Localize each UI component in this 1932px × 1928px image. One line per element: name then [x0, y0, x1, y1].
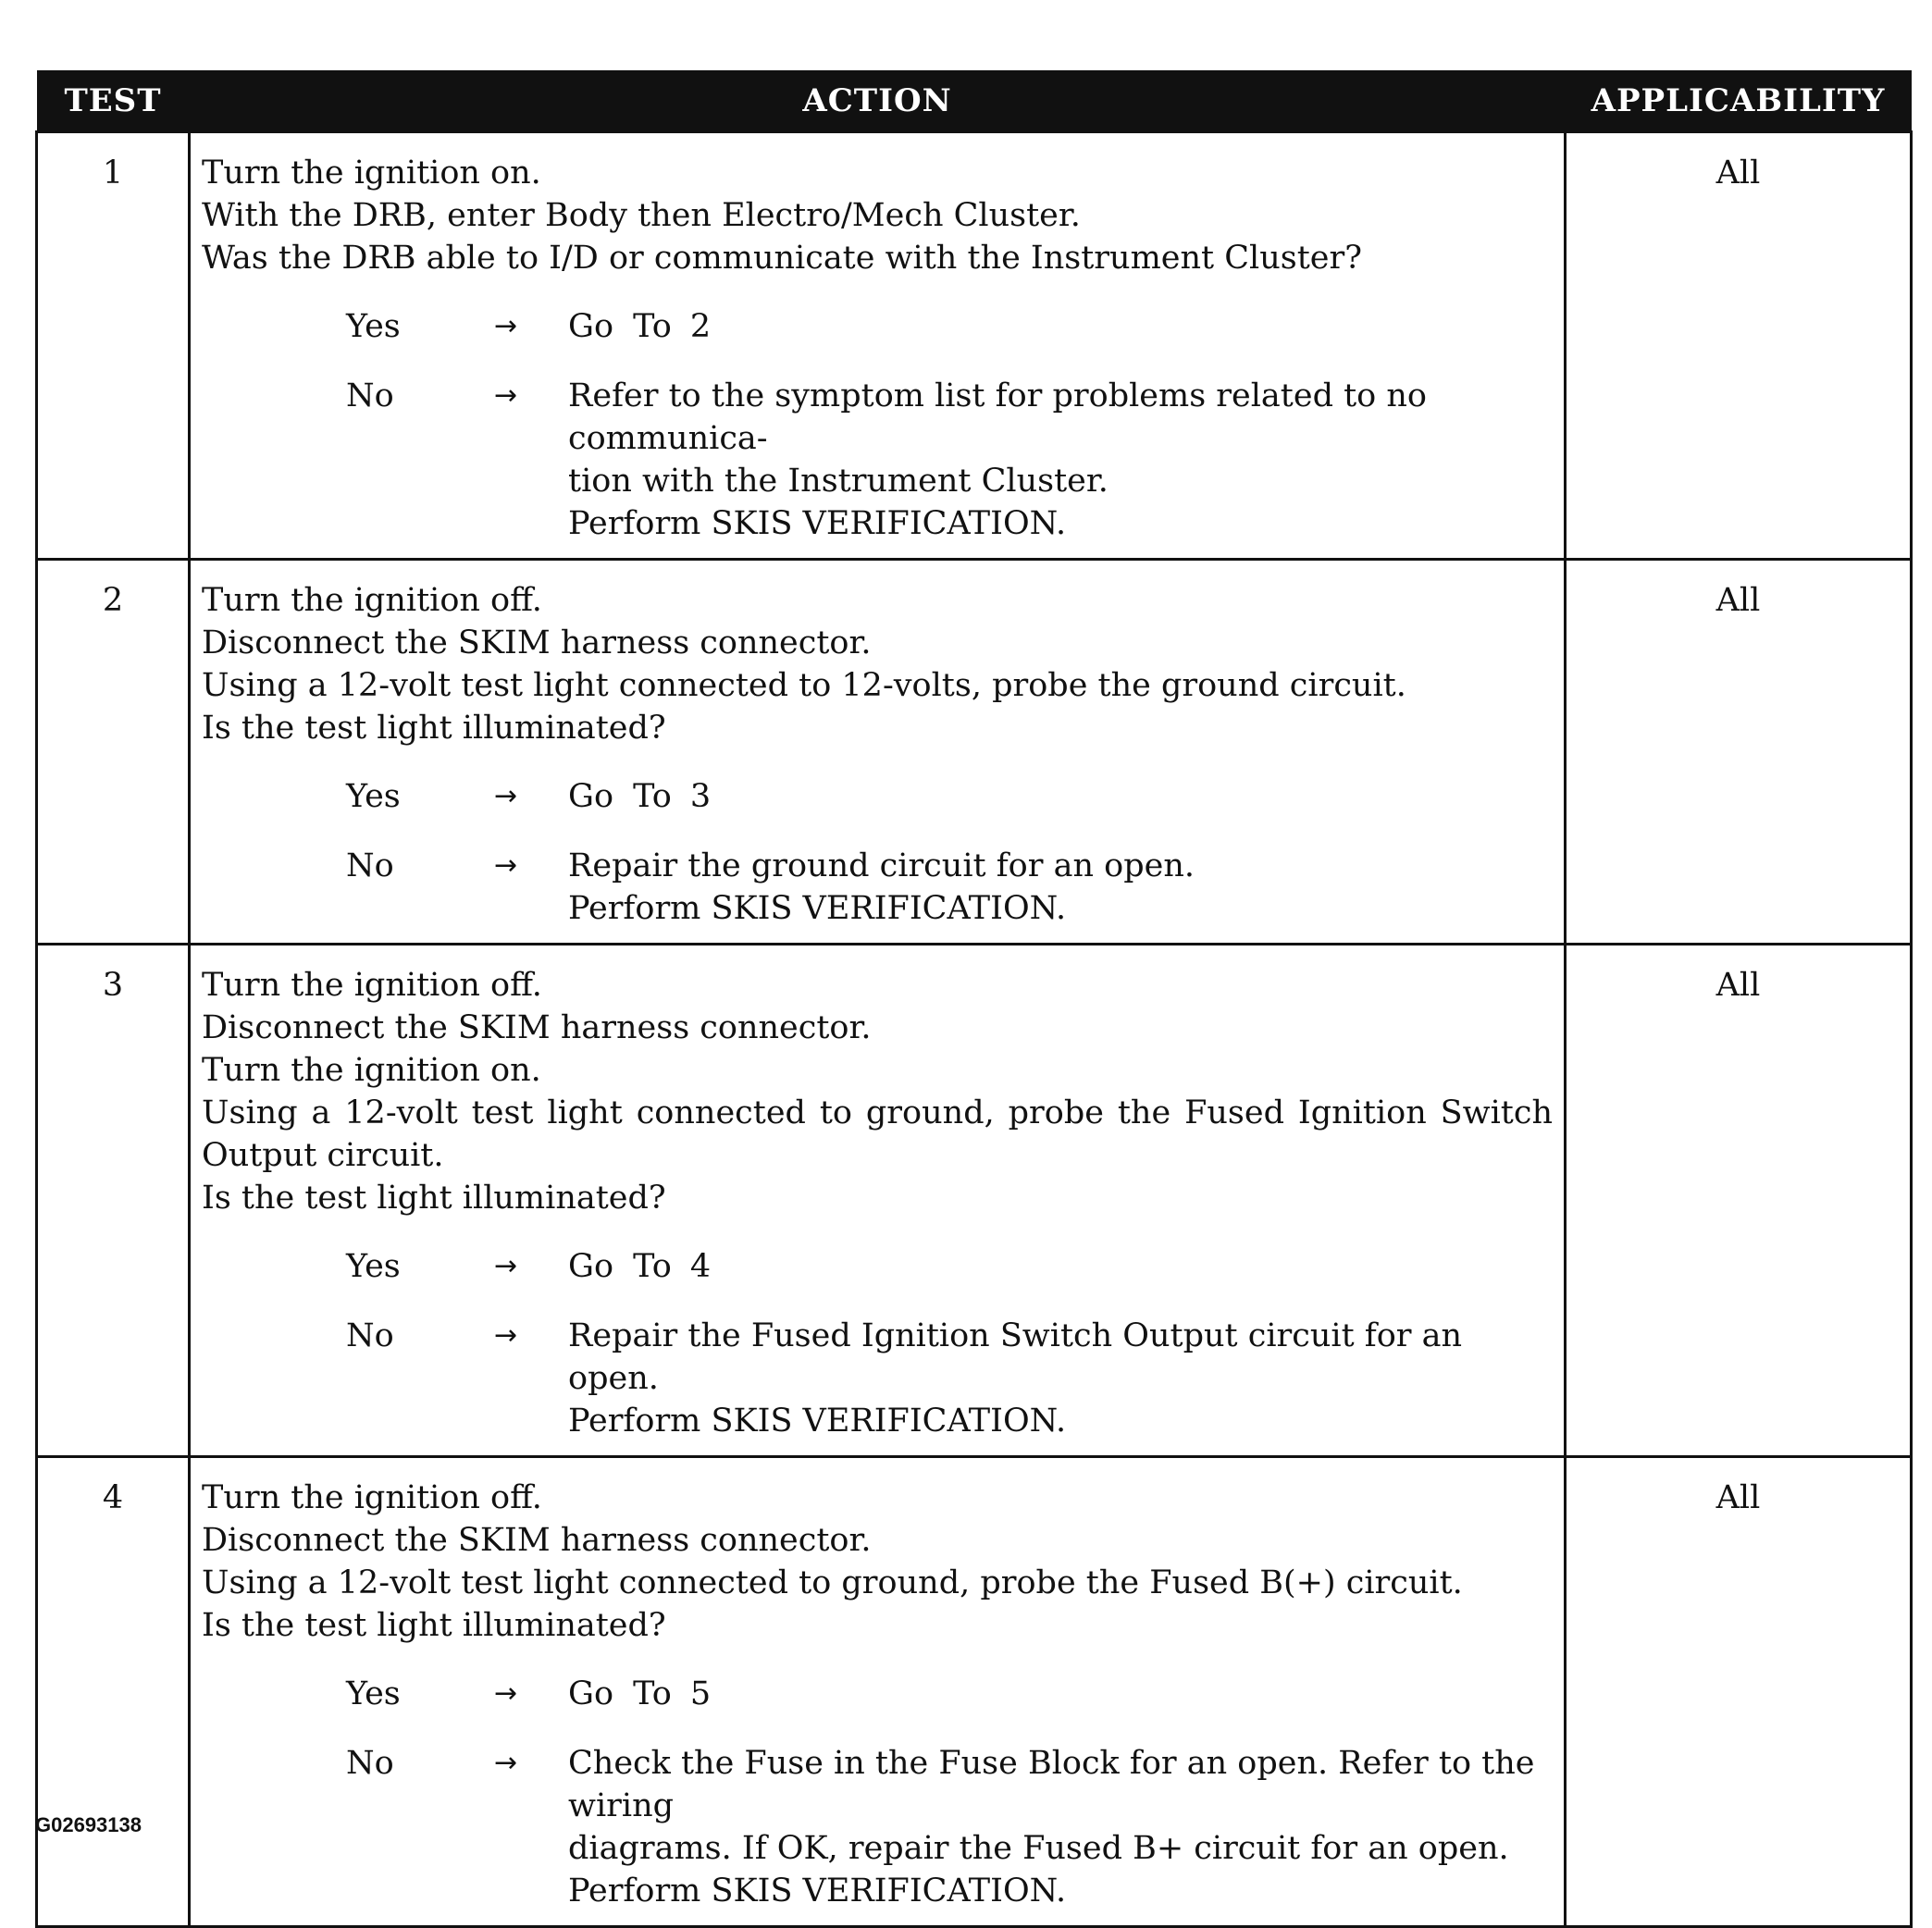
no-label: No — [346, 1745, 394, 1782]
action-step: Turn the ignition on. — [202, 154, 541, 192]
no-branch — [346, 845, 1553, 930]
no-action-text: Repair the ground circuit for an open. Perform SKIS VERIFICATION. — [568, 847, 1195, 927]
arrow-right-icon: → — [494, 1250, 518, 1282]
goto-line — [568, 775, 1553, 818]
test-number: 3 — [37, 945, 190, 1457]
no-action-text: Check the Fuse in the Fuse Block for an open. Refer to the wiring diagrams. If OK, repair the Fused B+ circuit for an open. Perform SKIS VERIFICATION. — [568, 1745, 1535, 1909]
yes-label: Yes — [346, 1248, 401, 1285]
goto-text: Go To — [568, 1248, 672, 1285]
goto-text: Go To — [568, 778, 672, 815]
action-step: Using a 12-volt test light connected to ground, probe the Fused Ignition Switch Output circuit. — [202, 1094, 1553, 1174]
applicability-value: All — [1566, 132, 1912, 560]
action-step: Disconnect the SKIM harness connector. — [202, 624, 872, 661]
no-branch — [346, 1742, 1553, 1912]
action-cell — [190, 1457, 1566, 1927]
no-action-text: Refer to the symptom list for problems related to no communica- tion with the Instrument Cluster. Perform SKIS VERIFICATION. — [568, 377, 1427, 542]
arrow-right-icon: → — [494, 379, 518, 412]
no-label: No — [346, 847, 394, 884]
branch-list — [202, 1245, 1553, 1442]
no-label: No — [346, 1317, 394, 1354]
figure-id: G02693138 — [35, 1813, 142, 1836]
goto-text: Go To — [568, 1675, 672, 1712]
no-label: No — [346, 377, 394, 414]
goto-target: 5 — [689, 1675, 712, 1712]
arrow-right-icon: → — [494, 1747, 518, 1779]
table-row — [37, 132, 1912, 560]
goto-line — [568, 1245, 1553, 1288]
applicability-value: All — [1566, 945, 1912, 1457]
arrow-right-icon: → — [494, 1677, 518, 1710]
yes-branch — [346, 775, 1553, 818]
yes-branch — [346, 1245, 1553, 1288]
action-cell — [190, 945, 1566, 1457]
action-step: Is the test light illuminated? — [202, 710, 666, 747]
test-number: 4 — [37, 1457, 190, 1927]
yes-label: Yes — [346, 778, 401, 815]
test-number: 1 — [37, 132, 190, 560]
action-step: Turn the ignition off. — [202, 582, 542, 619]
action-step: Was the DRB able to I/D or communicate with the Instrument Cluster? — [202, 240, 1362, 277]
arrow-right-icon: → — [494, 310, 518, 342]
action-step: Is the test light illuminated? — [202, 1180, 666, 1217]
table-row — [37, 945, 1912, 1457]
action-step: Turn the ignition off. — [202, 967, 542, 1004]
header-test: TEST — [37, 70, 190, 132]
no-action-text: Repair the Fused Ignition Switch Output circuit for an open. Perform SKIS VERIFICATION. — [568, 1317, 1463, 1440]
goto-target: 4 — [689, 1248, 712, 1285]
table-row — [37, 1457, 1912, 1927]
diagnostic-table — [35, 70, 1913, 1928]
goto-target: 3 — [689, 778, 712, 815]
header-applicability: APPLICABILITY — [1566, 70, 1912, 132]
yes-branch — [346, 1673, 1553, 1715]
action-step: With the DRB, enter Body then Electro/Mech Cluster. — [202, 197, 1081, 234]
branch-list — [202, 775, 1553, 930]
goto-line — [568, 1673, 1553, 1715]
action-step: Turn the ignition off. — [202, 1479, 542, 1516]
test-number: 2 — [37, 560, 190, 945]
branch-list — [202, 305, 1553, 545]
action-step: Is the test light illuminated? — [202, 1607, 666, 1644]
action-cell — [190, 132, 1566, 560]
goto-target: 2 — [689, 308, 712, 345]
yes-branch — [346, 305, 1553, 348]
action-step: Disconnect the SKIM harness connector. — [202, 1009, 872, 1046]
no-branch — [346, 375, 1553, 545]
action-cell — [190, 560, 1566, 945]
table-row — [37, 560, 1912, 945]
action-step: Using a 12-volt test light connected to ground, probe the Fused B(+) circuit. — [202, 1564, 1463, 1601]
action-step: Disconnect the SKIM harness connector. — [202, 1522, 872, 1559]
yes-label: Yes — [346, 308, 401, 345]
action-step: Turn the ignition on. — [202, 1052, 541, 1089]
header-action: ACTION — [190, 70, 1566, 132]
applicability-value: All — [1566, 1457, 1912, 1927]
arrow-right-icon: → — [494, 780, 518, 812]
arrow-right-icon: → — [494, 1319, 518, 1352]
goto-line — [568, 305, 1553, 348]
applicability-value: All — [1566, 560, 1912, 945]
branch-list — [202, 1673, 1553, 1912]
goto-text: Go To — [568, 308, 672, 345]
arrow-right-icon: → — [494, 849, 518, 882]
no-branch — [346, 1315, 1553, 1442]
header-row — [37, 70, 1912, 132]
action-step: Using a 12-volt test light connected to 12-volts, probe the ground circuit. — [202, 667, 1406, 704]
yes-label: Yes — [346, 1675, 401, 1712]
